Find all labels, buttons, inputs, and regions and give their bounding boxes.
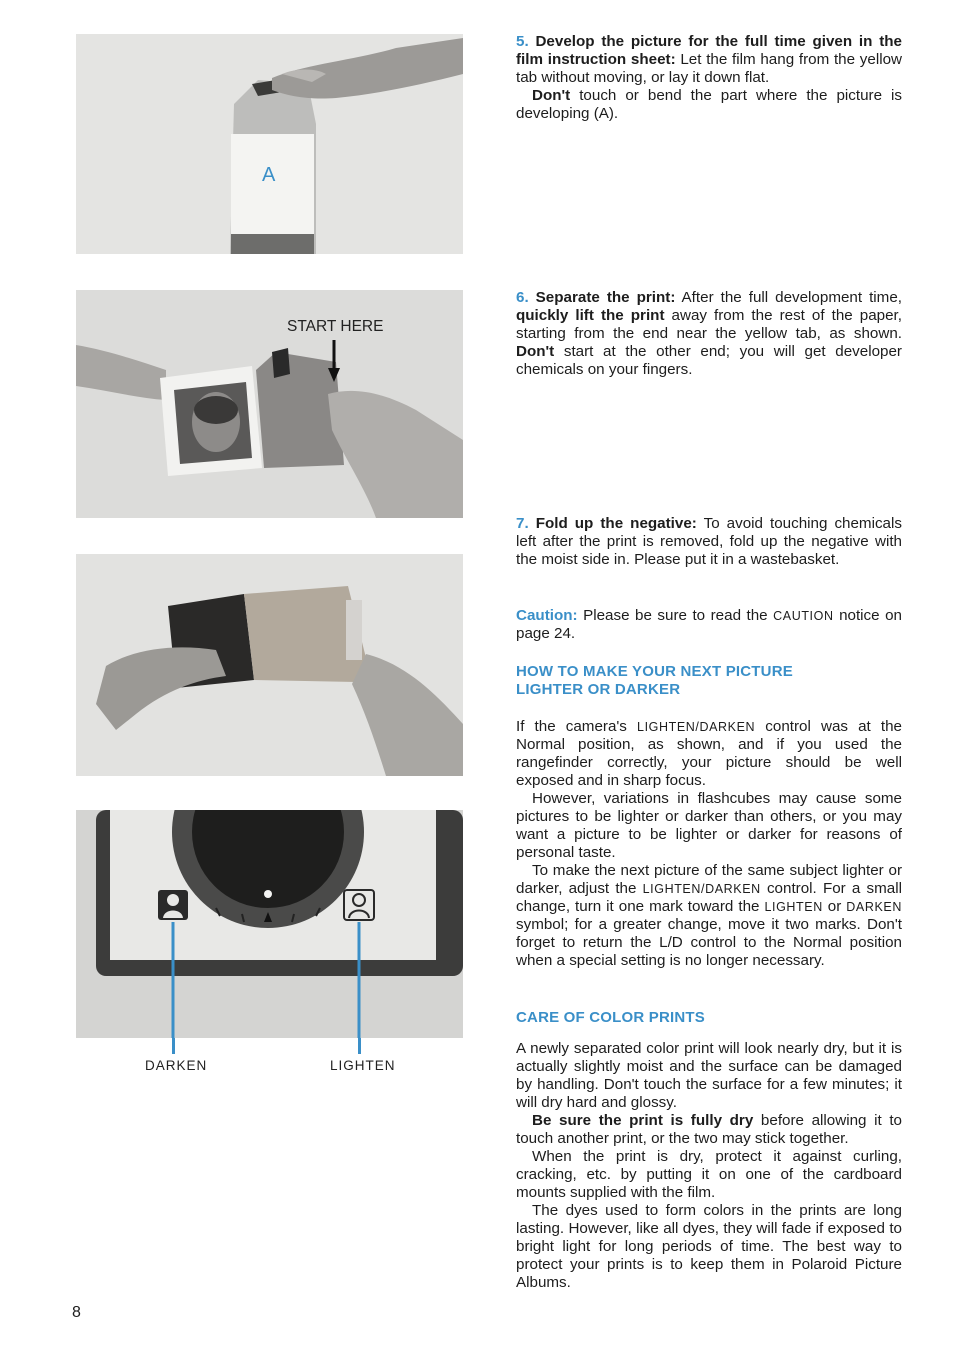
step-7-block <box>516 515 902 569</box>
lighten-leader-line <box>358 1038 361 1054</box>
darken-leader-line <box>172 1038 175 1054</box>
lighter-darker-p3-sc1: LIGHTEN/DARKEN <box>642 882 761 896</box>
figure-fold-negative <box>76 554 463 776</box>
figure-label-start-here: START HERE <box>287 318 384 335</box>
step-7-bold: Fold up the negative: <box>535 515 697 532</box>
step-6-bold2: quickly lift the print <box>516 307 665 324</box>
figure-separate-print <box>76 290 463 518</box>
caution-text2: notice on page 24. <box>516 607 902 642</box>
step-6-number: 6. <box>516 289 529 306</box>
step-6-para <box>516 289 902 379</box>
lighter-darker-para1 <box>516 718 902 790</box>
care-p2-text: before allowing it to touch another print, or the two may stick together. <box>516 1112 902 1147</box>
lighter-darker-p3d: symbol; for a greater change, move it two marks. Don't forget to return the L/D control to the Normal position when a special setting is no longer necessary. <box>516 916 902 969</box>
lighter-darker-p3c: or <box>822 898 847 915</box>
lighter-darker-heading-line2: LIGHTER OR DARKER <box>516 681 681 698</box>
figure-lighten-darken-control <box>76 810 463 1038</box>
step-5-dont: Don't <box>532 87 571 104</box>
step-6-text3: start at the other end; you will get developer chemicals on your fingers. <box>516 343 902 378</box>
caution-smallcaps: CAUTION <box>773 609 834 623</box>
caution-text: Please be sure to read the <box>577 607 774 624</box>
lighter-darker-p3b: control. For a small change, turn it one mark toward the <box>516 880 902 915</box>
caution-block <box>516 607 902 643</box>
care-para2 <box>516 1112 902 1148</box>
lighter-darker-p3-sc2: LIGHTEN <box>764 900 823 914</box>
caution-para <box>516 607 902 643</box>
step-7-number: 7. <box>516 515 529 532</box>
step-7-text: To avoid touching chemicals left after the print is removed, fold up the negative with the moist side in. Please put it in a wastebasket. <box>516 515 902 568</box>
care-heading: CARE OF COLOR PRINTS <box>516 1009 706 1026</box>
care-para1: A newly separated color print will look nearly dry, but it is actually slightly moist and the surface can be damaged by handling. Don't touch the surface for a few minutes; it will dry hard and glossy. <box>516 1040 902 1111</box>
step-6-block <box>516 289 902 379</box>
lighter-darker-para3 <box>516 862 902 970</box>
caption-darken: DARKEN <box>145 1058 208 1073</box>
step-6-text: After the full development time, <box>675 289 902 306</box>
figure-label-a: A <box>262 164 276 186</box>
step-6-text2: away from the rest of the paper, starting from the end near the yellow tab, as shown. <box>516 307 902 342</box>
care-para4: The dyes used to form colors in the prints are long lasting. However, like all dyes, they will fade if exposed to bright light for long periods of time. The best way to protect your prints is to keep them in Polaroid Picture Albums. <box>516 1202 902 1291</box>
step-6-dont: Don't <box>516 343 555 360</box>
step-6-bold: Separate the print: <box>535 289 676 306</box>
lighter-darker-p3a: To make the next picture of the same subject lighter or darker, adjust the <box>516 862 902 897</box>
step-5-block <box>516 33 902 123</box>
step-5-para <box>516 33 902 87</box>
lighter-darker-section <box>516 663 902 970</box>
lighter-darker-para2: However, variations in flashcubes may cause some pictures to be lighter or darker than others, or you may want a picture to be lighter or darker for reasons of personal taste. <box>516 790 902 861</box>
caption-lighten: LIGHTEN <box>330 1058 396 1073</box>
step-5-text: Let the film hang from the yellow tab without moving, or lay it down flat. <box>516 51 902 86</box>
figure-develop-picture <box>76 34 463 254</box>
step-5-number: 5. <box>516 33 529 50</box>
care-section <box>516 1009 902 1292</box>
care-para3: When the print is dry, protect it against curling, cracking, etc. by putting it on one of the cardboard mounts supplied with the film. <box>516 1148 902 1201</box>
page-number: 8 <box>72 1304 81 1321</box>
lighter-darker-p1-sc: LIGHTEN/DARKEN <box>637 720 756 734</box>
lighter-darker-p1a: If the camera's <box>516 718 638 735</box>
step-5-text2: touch or bend the part where the picture is developing (A). <box>516 87 902 122</box>
lighter-darker-p1b: control was at the Normal position, as shown, and if you used the rangefinder correctly, your picture should be well exposed and in sharp focus. <box>516 718 902 789</box>
lighter-darker-heading-line1: HOW TO MAKE YOUR NEXT PICTURE <box>516 663 793 680</box>
lighter-darker-p3-sc3: DARKEN <box>846 900 902 914</box>
step-5-para2 <box>516 87 902 123</box>
caution-label: Caution: <box>516 607 578 624</box>
step-7-para <box>516 515 902 569</box>
step-5-bold: Develop the picture for the full time given in the film instruction sheet: <box>516 33 902 68</box>
care-p2-bold: Be sure the print is fully dry <box>532 1112 754 1129</box>
